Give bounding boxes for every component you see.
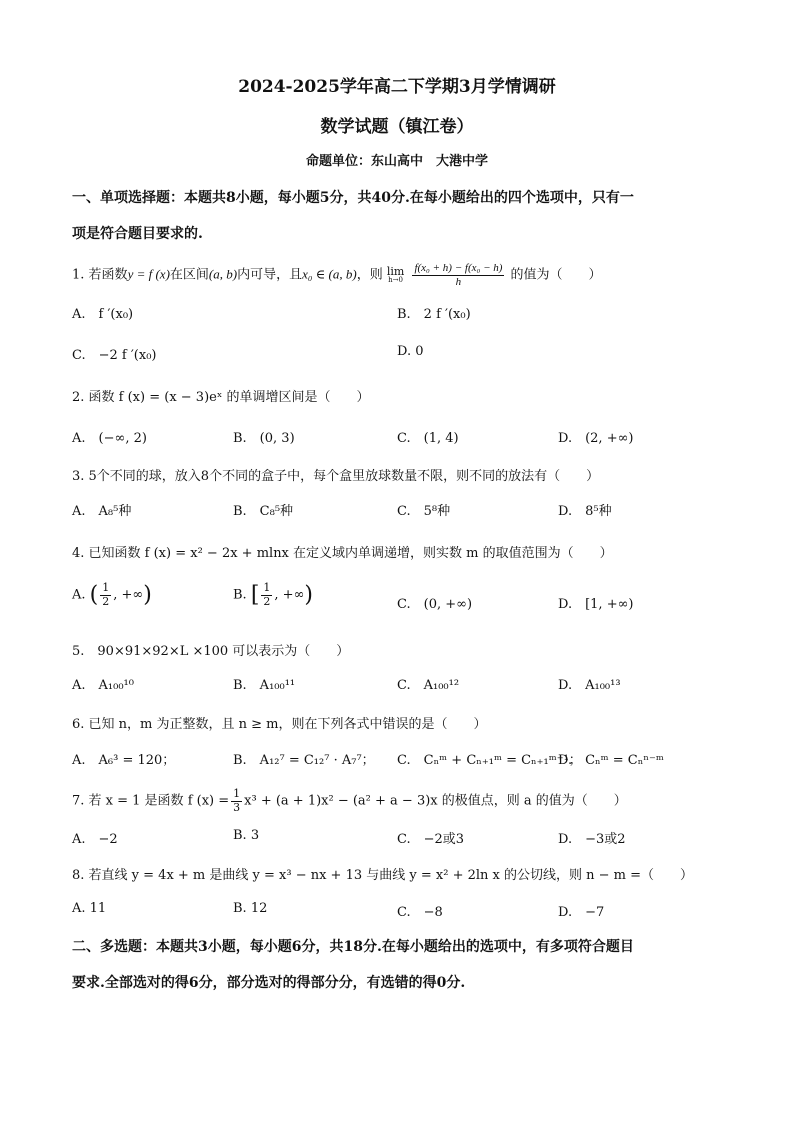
q1-option-c: C. −2 f ′(x₀) [72, 348, 157, 363]
q3-option-d: D. 8⁵种 [558, 504, 612, 519]
q8-option-a: A. 11 [72, 901, 107, 916]
question-3-stem: 3. 5个不同的球，放入8个不同的盒子中，每个盒里放球数量不限，则不同的放法有（ ） [72, 469, 600, 484]
question-8-stem: 8. 若直线 y = 4x + m 是曲线 y = x³ − nx + 13 与曲线 y = x² + 2ln x 的公切线，则 n − m =（ ） [72, 868, 694, 883]
q4-option-b: B. [ $\frac{1}{2}$ , +∞) [233, 581, 314, 608]
q7-option-b: B. 3 [233, 828, 260, 843]
q7-option-c: C. −2或3 [397, 832, 465, 847]
q4-option-c: C. (0, +∞) [397, 597, 473, 612]
section-2-heading-line2: 要求.全部选对的得6分，部分选对的得部分分，有选错的得0分. [72, 975, 466, 991]
q5-option-c: C. A₁₀₀¹² [397, 678, 460, 693]
q2-option-d: D. (2, +∞) [558, 431, 634, 446]
author-unit: 命题单位：东山高中 大港中学 [305, 154, 488, 169]
question-4-stem: 4. 已知函数 f (x) = x² − 2x + mlnx 在定义域内单调递增，则实数 m 的取值范围为（ ） [72, 546, 613, 561]
q2-option-c: C. (1, 4) [397, 431, 459, 446]
q5-option-a: A. A₁₀₀¹⁰ [72, 678, 134, 693]
exam-title: 2024-2025学年高二下学期3月学情调研 [238, 77, 556, 97]
q3-option-c: C. 5⁸种 [397, 504, 451, 519]
q6-option-c: C. Cₙᵐ + Cₙ₊₁ᵐ = Cₙ₊₁ᵐ⁺¹； [397, 753, 582, 768]
section-2-heading-line1: 二、多选题：本题共3小题，每小题6分，共18分.在每小题给出的选项中，有多项符合题目 [72, 939, 634, 955]
q8-option-c: C. −8 [397, 905, 443, 920]
question-1-stem: 1. 若函数y = f (x)在区间(a, b)内可导，且x₀ ∈ (a, b)，则 lim h→0 $\frac{\text{f(x₀ + h) − f(x₀ − h)}}{h}$ 的值为（ ） [72, 262, 602, 288]
question-5-stem: 5. 90×91×92×L ×100 可以表示为（ ） [72, 644, 350, 659]
limit-fraction: $\frac{\text{f(x₀ + h) − f(x₀ − h)}}{h}$ [414, 262, 503, 288]
question-7-stem: 7. 若 x = 1 是函数 f (x) = $\frac{1}{3}$ x³ + (a + 1)x² − (a² + a − 3)x 的极值点，则 a 的值为（ ） [72, 787, 627, 814]
q8-option-b: B. 12 [233, 901, 268, 916]
q4-option-d: D. [1, +∞) [558, 597, 634, 612]
q5-option-b: B. A₁₀₀¹¹ [233, 678, 296, 693]
q5-option-d: D. A₁₀₀¹³ [558, 678, 621, 693]
question-6-stem: 6. 已知 n，m 为正整数，且 n ≥ m，则在下列各式中错误的是（ ） [72, 717, 487, 732]
q2-option-b: B. (0, 3) [233, 431, 295, 446]
q3-option-a: A. A₈⁵种 [72, 504, 132, 519]
q2-option-a: A. (−∞, 2) [72, 431, 147, 446]
q8-option-d: D. −7 [558, 905, 605, 920]
q6-option-b: B. A₁₂⁷ = C₁₂⁷ · A₇⁷； [233, 753, 375, 768]
question-2-stem: 2. 函数 f (x) = (x − 3)eˣ 的单调增区间是（ ） [72, 390, 370, 405]
q1-option-d: D. 0 [397, 344, 424, 359]
q3-option-b: B. C₈⁵种 [233, 504, 294, 519]
q6-option-d: D. Cₙᵐ = Cₙⁿ⁻ᵐ [558, 753, 664, 768]
limit-operator: lim h→0 [386, 265, 405, 285]
q7-option-a: A. −2 [72, 832, 118, 847]
section-1-heading-line1: 一、单项选择题：本题共8小题，每小题5分，共40分.在每小题给出的四个选项中，只有一 [72, 190, 634, 206]
q1-option-b: B. 2 f ′(x₀) [397, 307, 471, 322]
q6-option-a: A. A₆³ = 120； [72, 753, 176, 768]
q7-option-d: D. −3或2 [558, 832, 626, 847]
q4-option-a: A. ( $\frac{1}{2}$ , +∞) [72, 581, 152, 608]
section-1-heading-line2: 项是符合题目要求的. [72, 226, 203, 242]
q1-option-a: A. f ′(x₀) [72, 307, 134, 322]
exam-subtitle: 数学试题（镇江卷） [320, 117, 474, 137]
